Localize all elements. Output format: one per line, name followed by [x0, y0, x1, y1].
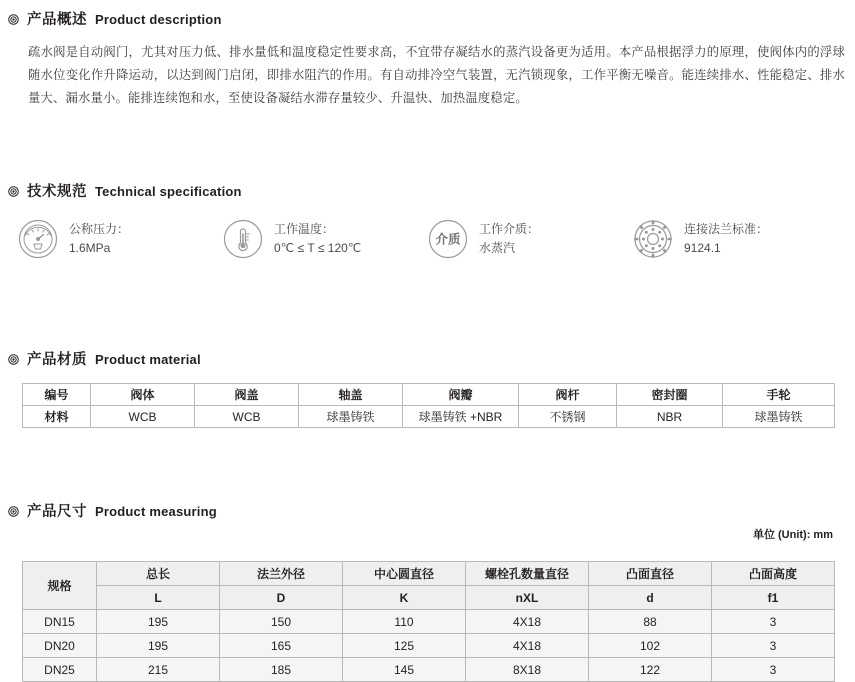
measuring-cell: 3 [712, 634, 835, 658]
thermometer-icon [223, 219, 263, 259]
measuring-header-cell: 总长 [97, 562, 220, 586]
spec-value: 9124.1 [684, 241, 721, 255]
material-cell: WCB [91, 406, 195, 428]
section-product-material [0, 348, 855, 428]
material-header-cell: 轴盖 [299, 384, 403, 406]
target-bullet-icon [8, 14, 19, 25]
unit-note: 单位 (Unit): mm [752, 529, 833, 541]
spec-item-working-medium [428, 219, 633, 259]
spec-label: 公称压力： [69, 222, 130, 236]
pressure-gauge-icon [18, 219, 58, 259]
table-row [23, 406, 835, 428]
technical-specification-title-cn: 技术规范 [27, 184, 87, 200]
product-material-table [22, 383, 835, 428]
spec-item-nominal-pressure-text [69, 220, 129, 258]
spec-item-nominal-pressure [18, 219, 223, 259]
measuring-cell: 122 [589, 658, 712, 682]
measuring-row-spec: DN25 [23, 658, 97, 682]
product-measuring-title-en: Product measuring [95, 504, 217, 519]
measuring-header-cell: 凸面高度 [712, 562, 835, 586]
product-description-title-cn: 产品概述 [27, 12, 87, 28]
measuring-cell: 4X18 [466, 610, 589, 634]
measuring-header-cell: 中心圆直径 [343, 562, 466, 586]
measuring-symbol-cell: D [220, 586, 343, 610]
spec-value: 1.6MPa [69, 241, 111, 255]
material-cell: 不锈钢 [519, 406, 617, 428]
section-technical-specification [0, 180, 855, 259]
medium-icon [428, 219, 468, 259]
measuring-cell: 150 [220, 610, 343, 634]
product-description-paragraph: 疏水阀是自动阀门，尤其对压力低、排水量低和温度稳定性要求高，不宜带存凝结水的蒸汽设备更为适用。本产品根据浮力的原理，使阀体内的浮球随水位变化作升降运动，以达到阀门启闭，即排水阻汽的作用。有自动排冷空气装置，无汽锁现象，工作平衡无噪音。能连续排水、性能稳定、排水量大、漏水量小。能排连续饱和水，至使设备凝结水滞存量较少、升温快、加热温度稳定。 [28, 45, 845, 105]
spec-value: 水蒸汽 [479, 241, 516, 255]
spec-item-flange-standard [633, 219, 838, 259]
material-header-cell: 编号 [23, 384, 91, 406]
product-measuring-table [22, 561, 835, 682]
measuring-cell: 195 [97, 634, 220, 658]
measuring-cell: 215 [97, 658, 220, 682]
table-row [23, 562, 835, 586]
technical-specification-title-en: Technical specification [95, 184, 242, 199]
measuring-cell: 3 [712, 610, 835, 634]
target-bullet-icon [8, 354, 19, 365]
measuring-cell: 88 [589, 610, 712, 634]
measuring-cell: 145 [343, 658, 466, 682]
section-product-measuring [0, 500, 855, 682]
material-cell: 球墨铸铁 [299, 406, 403, 428]
measuring-header-cell: 法兰外径 [220, 562, 343, 586]
measuring-spec-header: 规格 [23, 562, 97, 610]
spec-value: 0℃ ≤ T ≤ 120℃ [274, 241, 362, 255]
material-header-cell: 阀盖 [195, 384, 299, 406]
material-cell: NBR [617, 406, 723, 428]
material-header-cell: 阀体 [91, 384, 195, 406]
material-header-cell: 阀瓣 [403, 384, 519, 406]
material-header-cell: 阀杆 [519, 384, 617, 406]
measuring-header-cell: 螺栓孔数量直径 [466, 562, 589, 586]
svg-text:介质: 介质 [435, 232, 461, 247]
measuring-cell: 4X18 [466, 634, 589, 658]
target-bullet-icon [8, 186, 19, 197]
table-row [23, 610, 835, 634]
product-description-title-en: Product description [95, 12, 222, 27]
measuring-header-cell: 凸面直径 [589, 562, 712, 586]
section-product-description [0, 8, 855, 110]
technical-specification-items [18, 219, 838, 259]
measuring-row-spec: DN20 [23, 634, 97, 658]
product-material-title-en: Product material [95, 352, 201, 367]
spec-item-flange-standard-text [684, 220, 768, 258]
spec-label: 工作温度： [274, 222, 335, 236]
material-header-cell: 手轮 [723, 384, 835, 406]
material-cell: 球墨铸铁 +NBR [403, 406, 519, 428]
material-cell: 球墨铸铁 [723, 406, 835, 428]
product-description-heading [0, 8, 855, 29]
spec-item-working-temperature [223, 219, 428, 259]
material-cell: WCB [195, 406, 299, 428]
measuring-cell: 3 [712, 658, 835, 682]
spec-item-working-temperature-text [274, 220, 361, 258]
product-material-title-cn: 产品材质 [27, 352, 87, 368]
product-material-heading [0, 348, 855, 369]
table-row [23, 634, 835, 658]
measuring-cell: 110 [343, 610, 466, 634]
measuring-cell: 8X18 [466, 658, 589, 682]
table-row [23, 384, 835, 406]
target-bullet-icon [8, 506, 19, 517]
measuring-cell: 125 [343, 634, 466, 658]
measuring-symbol-cell: d [589, 586, 712, 610]
measuring-symbol-cell: L [97, 586, 220, 610]
measuring-cell: 165 [220, 634, 343, 658]
material-row-label: 材料 [23, 406, 91, 428]
spec-item-working-medium-text [479, 220, 539, 258]
measuring-symbol-cell: f1 [712, 586, 835, 610]
measuring-cell: 185 [220, 658, 343, 682]
product-measuring-title-cn: 产品尺寸 [27, 504, 87, 520]
measuring-symbol-cell: nXL [466, 586, 589, 610]
spec-label: 工作介质： [479, 222, 540, 236]
material-header-cell: 密封圈 [617, 384, 723, 406]
spec-label: 连接法兰标准： [684, 222, 769, 236]
product-measuring-heading [0, 500, 855, 521]
measuring-symbol-cell: K [343, 586, 466, 610]
table-row [23, 586, 835, 610]
measuring-cell: 195 [97, 610, 220, 634]
flange-gear-icon [633, 219, 673, 259]
technical-specification-heading [0, 180, 855, 201]
measuring-cell: 102 [589, 634, 712, 658]
measuring-row-spec: DN15 [23, 610, 97, 634]
